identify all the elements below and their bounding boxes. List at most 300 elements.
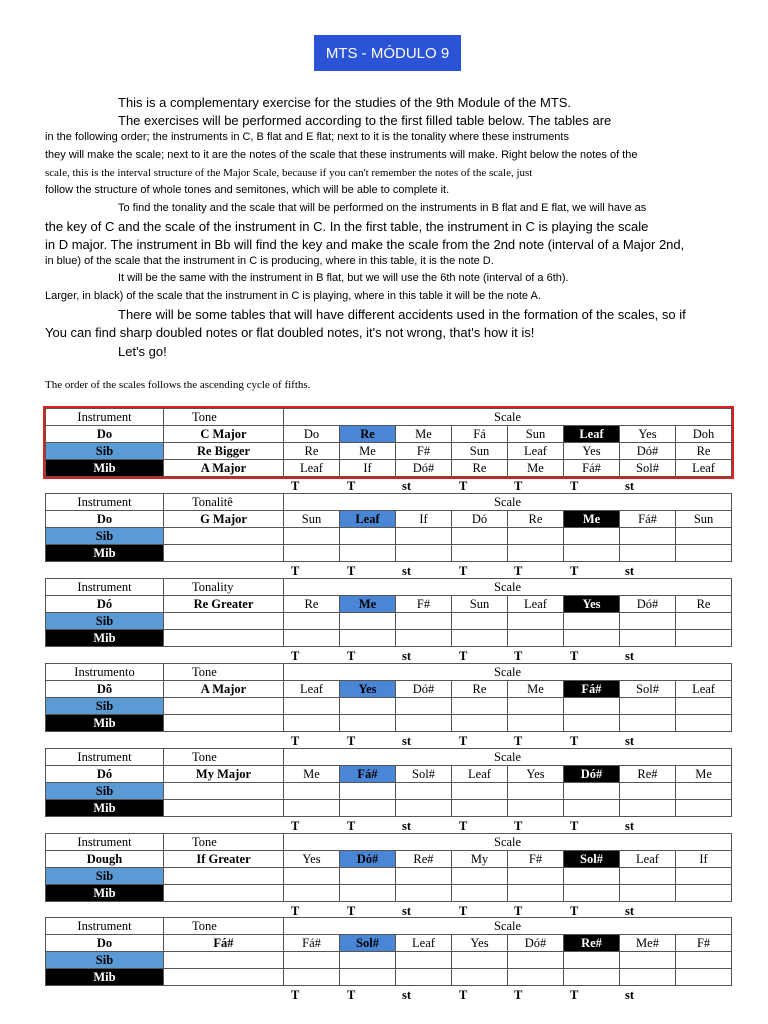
header-scale: Scale xyxy=(284,494,732,511)
scale-table xyxy=(45,917,732,986)
note-cell[interactable] xyxy=(564,528,620,545)
note-cell[interactable]: Re xyxy=(452,460,508,477)
note-cell: Do xyxy=(284,426,340,443)
table-row xyxy=(46,935,732,952)
note-cell: Sun xyxy=(508,426,564,443)
note-cell[interactable] xyxy=(620,885,676,902)
note-cell: Yes xyxy=(452,935,508,952)
note-cell[interactable] xyxy=(396,952,452,969)
note-cell[interactable] xyxy=(620,528,676,545)
table-header-row xyxy=(46,579,732,596)
note-cell: Leaf xyxy=(676,681,732,698)
note-cell[interactable] xyxy=(340,868,396,885)
table-row xyxy=(46,969,732,986)
note-cell[interactable] xyxy=(676,783,732,800)
instrument-cell: Mib xyxy=(46,800,164,817)
header-scale: Scale xyxy=(284,409,732,426)
table-header-row xyxy=(46,834,732,851)
instrument-cell: Sib xyxy=(46,698,164,715)
note-cell: Re xyxy=(340,426,396,443)
interval-mark: T xyxy=(347,819,356,833)
note-cell[interactable]: Re xyxy=(284,443,340,460)
tone-cell: Re Greater xyxy=(164,596,284,613)
note-cell[interactable] xyxy=(452,528,508,545)
note-cell[interactable] xyxy=(564,613,620,630)
intro-line: scale, this is the interval structure of the Major Scale, because if you can't remember the notes of the scale, just xyxy=(45,167,533,179)
note-cell: Dó# xyxy=(340,851,396,868)
interval-mark: T xyxy=(514,734,523,748)
note-cell[interactable] xyxy=(676,868,732,885)
note-cell: Re# xyxy=(620,766,676,783)
note-cell[interactable]: If xyxy=(340,460,396,477)
interval-mark: T xyxy=(347,904,356,918)
tone-cell[interactable] xyxy=(164,698,284,715)
interval-mark: T xyxy=(514,649,523,663)
note-cell[interactable] xyxy=(284,630,340,647)
note-cell[interactable] xyxy=(564,885,620,902)
tone-cell[interactable] xyxy=(164,715,284,732)
note-cell[interactable] xyxy=(452,613,508,630)
note-cell[interactable] xyxy=(564,969,620,986)
note-cell[interactable] xyxy=(676,952,732,969)
note-cell: Leaf xyxy=(564,426,620,443)
instrument-cell: Mib xyxy=(46,460,164,477)
table-row xyxy=(46,766,732,783)
header-scale: Scale xyxy=(284,664,732,681)
note-cell[interactable] xyxy=(564,630,620,647)
note-cell[interactable]: Leaf xyxy=(284,460,340,477)
note-cell: Yes xyxy=(620,426,676,443)
note-cell: Sun xyxy=(676,511,732,528)
note-cell[interactable]: Fá# xyxy=(564,460,620,477)
interval-mark: st xyxy=(402,988,412,1002)
note-cell[interactable] xyxy=(676,969,732,986)
note-cell: Re xyxy=(508,511,564,528)
note-cell[interactable] xyxy=(676,528,732,545)
interval-mark: st xyxy=(625,649,635,663)
note-cell[interactable] xyxy=(620,969,676,986)
interval-mark: T xyxy=(570,819,579,833)
interval-structure xyxy=(45,904,731,918)
interval-mark: st xyxy=(625,904,635,918)
note-cell[interactable]: Sun xyxy=(452,443,508,460)
interval-structure xyxy=(45,649,731,663)
header-scale: Scale xyxy=(284,579,732,596)
note-cell[interactable] xyxy=(452,545,508,562)
note-cell[interactable] xyxy=(452,698,508,715)
header-scale: Scale xyxy=(284,749,732,766)
table-row xyxy=(46,613,732,630)
tone-cell[interactable]: A Major xyxy=(164,460,284,477)
interval-mark: T xyxy=(514,819,523,833)
instrument-cell: Dó xyxy=(46,766,164,783)
note-cell[interactable] xyxy=(452,969,508,986)
note-cell[interactable] xyxy=(452,952,508,969)
note-cell: Re xyxy=(452,681,508,698)
note-cell[interactable]: Dó# xyxy=(396,460,452,477)
interval-mark: T xyxy=(570,988,579,1002)
tone-cell[interactable] xyxy=(164,969,284,986)
interval-structure xyxy=(45,479,731,493)
note-cell[interactable] xyxy=(340,783,396,800)
note-cell: Sol# xyxy=(396,766,452,783)
interval-mark: T xyxy=(570,649,579,663)
note-cell: Dó# xyxy=(396,681,452,698)
note-cell[interactable] xyxy=(676,698,732,715)
table-row xyxy=(46,698,732,715)
instrument-cell: Sib xyxy=(46,783,164,800)
note-cell[interactable] xyxy=(284,952,340,969)
table-header-row xyxy=(46,494,732,511)
note-cell[interactable] xyxy=(620,783,676,800)
note-cell[interactable]: Me xyxy=(508,460,564,477)
note-cell[interactable] xyxy=(340,952,396,969)
note-cell: Leaf xyxy=(340,511,396,528)
note-cell: Re# xyxy=(396,851,452,868)
note-cell: Re# xyxy=(564,935,620,952)
note-cell: Me xyxy=(508,681,564,698)
table-row xyxy=(46,426,732,443)
scale-table xyxy=(45,408,732,477)
tone-cell[interactable] xyxy=(164,630,284,647)
note-cell[interactable] xyxy=(340,698,396,715)
note-cell: Me xyxy=(396,426,452,443)
table-row xyxy=(46,460,732,477)
note-cell[interactable] xyxy=(396,969,452,986)
note-cell: My xyxy=(452,851,508,868)
instrument-cell: Mib xyxy=(46,969,164,986)
scale-table xyxy=(45,493,732,562)
note-cell: Leaf xyxy=(508,596,564,613)
tone-cell[interactable] xyxy=(164,545,284,562)
instrument-cell: Dõ xyxy=(46,681,164,698)
note-cell[interactable] xyxy=(396,545,452,562)
note-cell[interactable]: Dó# xyxy=(620,443,676,460)
note-cell[interactable] xyxy=(508,715,564,732)
note-cell[interactable] xyxy=(620,868,676,885)
intro-line: There will be some tables that will have different accidents used in the formation of the scales, so if xyxy=(118,307,686,322)
header-instrument: Instrument xyxy=(46,749,164,766)
note-cell[interactable] xyxy=(396,783,452,800)
interval-mark: T xyxy=(570,564,579,578)
table-row xyxy=(46,596,732,613)
note-cell[interactable] xyxy=(620,952,676,969)
note-cell[interactable] xyxy=(676,630,732,647)
note-cell[interactable] xyxy=(564,545,620,562)
note-cell: F# xyxy=(676,935,732,952)
note-cell[interactable] xyxy=(508,630,564,647)
note-cell[interactable] xyxy=(620,715,676,732)
note-cell: Fá# xyxy=(564,681,620,698)
interval-mark: st xyxy=(402,904,412,918)
note-cell: Fá# xyxy=(340,766,396,783)
interval-mark: st xyxy=(402,564,412,578)
note-cell[interactable] xyxy=(284,715,340,732)
interval-mark: T xyxy=(291,564,300,578)
note-cell[interactable] xyxy=(620,545,676,562)
note-cell: F# xyxy=(508,851,564,868)
header-scale: Scale xyxy=(284,834,732,851)
note-cell[interactable] xyxy=(284,545,340,562)
tone-cell: A Major xyxy=(164,681,284,698)
instrument-cell: Sib xyxy=(46,443,164,460)
header-instrument: Instrumento xyxy=(46,664,164,681)
note-cell[interactable] xyxy=(564,800,620,817)
instrument-cell: Do xyxy=(46,935,164,952)
note-cell: Me xyxy=(564,511,620,528)
intro-line: This is a complementary exercise for the studies of the 9th Module of the MTS. xyxy=(118,95,572,110)
note-cell[interactable] xyxy=(284,528,340,545)
note-cell[interactable]: Leaf xyxy=(676,460,732,477)
note-cell[interactable] xyxy=(452,868,508,885)
note-cell[interactable] xyxy=(564,952,620,969)
note-cell[interactable] xyxy=(340,630,396,647)
note-cell: Dó# xyxy=(508,935,564,952)
table-header-row xyxy=(46,918,732,935)
note-cell: Dó# xyxy=(564,766,620,783)
table-row xyxy=(46,952,732,969)
note-cell[interactable] xyxy=(508,868,564,885)
note-cell: Re xyxy=(284,596,340,613)
intro-line: Let's go! xyxy=(118,344,167,359)
note-cell[interactable] xyxy=(284,885,340,902)
note-cell[interactable] xyxy=(508,969,564,986)
interval-mark: st xyxy=(402,819,412,833)
interval-mark: T xyxy=(347,988,356,1002)
note-cell[interactable] xyxy=(340,545,396,562)
note-cell[interactable] xyxy=(396,698,452,715)
note-cell[interactable] xyxy=(676,885,732,902)
note-cell[interactable]: Leaf xyxy=(508,443,564,460)
scale-table xyxy=(45,663,732,732)
intro-line: in the following order; the instruments in C, B flat and E flat; next to it is the tonality where these instruments xyxy=(45,131,569,143)
note-cell[interactable]: Me xyxy=(340,443,396,460)
header-instrument: Instrument xyxy=(46,918,164,935)
note-cell[interactable] xyxy=(676,800,732,817)
note-cell: Yes xyxy=(508,766,564,783)
interval-mark: T xyxy=(459,649,468,663)
interval-structure xyxy=(45,564,731,578)
note-cell[interactable] xyxy=(452,783,508,800)
header-instrument: Instrument xyxy=(46,834,164,851)
note-cell[interactable] xyxy=(508,528,564,545)
intro-line: follow the structure of whole tones and semitones, which will be able to complete it. xyxy=(45,184,450,196)
interval-mark: T xyxy=(514,904,523,918)
header-tone: Tonality xyxy=(164,579,284,596)
intro-line: The exercises will be performed according to the first filled table below. The tables are xyxy=(118,113,612,128)
intro-line: they will make the scale; next to it are the notes of the scale that these instruments will make. Right below the notes of the xyxy=(45,149,638,161)
note-cell[interactable] xyxy=(284,783,340,800)
note-cell[interactable] xyxy=(284,868,340,885)
note-cell[interactable] xyxy=(396,630,452,647)
note-cell[interactable] xyxy=(676,545,732,562)
note-cell[interactable] xyxy=(396,528,452,545)
note-cell[interactable] xyxy=(508,800,564,817)
interval-mark: st xyxy=(625,479,635,493)
interval-mark: T xyxy=(514,564,523,578)
tone-cell[interactable]: Re Bigger xyxy=(164,443,284,460)
note-cell: Fá xyxy=(452,426,508,443)
header-tone: Tone xyxy=(164,664,284,681)
note-cell[interactable] xyxy=(620,800,676,817)
interval-mark: T xyxy=(347,649,356,663)
note-cell[interactable] xyxy=(452,715,508,732)
note-cell: Re xyxy=(676,596,732,613)
note-cell[interactable] xyxy=(396,800,452,817)
table-row xyxy=(46,800,732,817)
note-cell[interactable] xyxy=(452,630,508,647)
note-cell[interactable] xyxy=(396,613,452,630)
interval-mark: T xyxy=(514,988,523,1002)
order-note: The order of the scales follows the ascending cycle of fifths. xyxy=(45,379,311,391)
interval-mark: T xyxy=(291,649,300,663)
header-tone: Tone xyxy=(164,834,284,851)
note-cell[interactable] xyxy=(340,613,396,630)
instrument-cell: Do xyxy=(46,426,164,443)
tone-cell: C Major xyxy=(164,426,284,443)
note-cell[interactable] xyxy=(396,885,452,902)
interval-mark: T xyxy=(291,819,300,833)
table-header-row xyxy=(46,409,732,426)
note-cell: Yes xyxy=(284,851,340,868)
note-cell: Leaf xyxy=(284,681,340,698)
intro-line: You can find sharp doubled notes or flat doubled notes, it's not wrong, that's how it is! xyxy=(45,325,535,340)
interval-mark: T xyxy=(570,734,579,748)
header-tone: Tone xyxy=(164,409,284,426)
note-cell[interactable] xyxy=(340,885,396,902)
table-row xyxy=(46,885,732,902)
note-cell[interactable] xyxy=(284,613,340,630)
table-row xyxy=(46,630,732,647)
interval-mark: T xyxy=(459,819,468,833)
note-cell[interactable] xyxy=(620,613,676,630)
note-cell[interactable] xyxy=(508,545,564,562)
note-cell: Dó xyxy=(452,511,508,528)
header-tone: Tone xyxy=(164,749,284,766)
table-row xyxy=(46,851,732,868)
tone-cell: G Major xyxy=(164,511,284,528)
instrument-cell: Sib xyxy=(46,868,164,885)
header-instrument: Instrument xyxy=(46,494,164,511)
interval-mark: T xyxy=(514,479,523,493)
note-cell[interactable] xyxy=(284,969,340,986)
interval-mark: st xyxy=(625,564,635,578)
instrument-cell: Sib xyxy=(46,613,164,630)
note-cell: Sun xyxy=(284,511,340,528)
header-instrument: Instrument xyxy=(46,409,164,426)
note-cell[interactable] xyxy=(564,868,620,885)
note-cell[interactable] xyxy=(564,698,620,715)
instrument-cell: Sib xyxy=(46,528,164,545)
tone-cell: My Major xyxy=(164,766,284,783)
note-cell[interactable] xyxy=(340,969,396,986)
note-cell: F# xyxy=(396,596,452,613)
note-cell[interactable] xyxy=(508,783,564,800)
interval-mark: T xyxy=(291,479,300,493)
note-cell: Leaf xyxy=(620,851,676,868)
note-cell: Sol# xyxy=(620,681,676,698)
instrument-cell: Mib xyxy=(46,630,164,647)
tone-cell[interactable] xyxy=(164,783,284,800)
header-tone: Tonalitê xyxy=(164,494,284,511)
note-cell[interactable] xyxy=(340,528,396,545)
note-cell[interactable] xyxy=(620,630,676,647)
note-cell[interactable] xyxy=(284,800,340,817)
note-cell[interactable] xyxy=(508,698,564,715)
tone-cell[interactable] xyxy=(164,613,284,630)
interval-mark: T xyxy=(459,564,468,578)
table-row xyxy=(46,783,732,800)
header-tone: Tone xyxy=(164,918,284,935)
interval-mark: T xyxy=(459,479,468,493)
intro-line: in D major. The instrument in Bb will find the key and make the scale from the 2nd note (interval of a Major 2nd, xyxy=(45,237,685,252)
tone-cell[interactable] xyxy=(164,800,284,817)
note-cell[interactable]: Re xyxy=(676,443,732,460)
interval-mark: T xyxy=(347,734,356,748)
note-cell: Fá# xyxy=(284,935,340,952)
tone-cell: Fá# xyxy=(164,935,284,952)
table-row xyxy=(46,868,732,885)
interval-mark: T xyxy=(570,904,579,918)
note-cell[interactable] xyxy=(676,613,732,630)
interval-mark: T xyxy=(291,734,300,748)
intro-line: Larger, in black) of the scale that the instrument in C is playing, where in this table it will be the note A. xyxy=(45,290,541,302)
note-cell: If xyxy=(396,511,452,528)
header-instrument: Instrument xyxy=(46,579,164,596)
intro-line: To find the tonality and the scale that will be performed on the instruments in B flat and E flat, we will have as xyxy=(118,202,647,214)
tone-cell[interactable] xyxy=(164,885,284,902)
instrument-cell: Dó xyxy=(46,596,164,613)
note-cell[interactable] xyxy=(508,952,564,969)
note-cell[interactable] xyxy=(340,715,396,732)
interval-mark: T xyxy=(291,904,300,918)
note-cell[interactable] xyxy=(508,613,564,630)
note-cell[interactable] xyxy=(620,698,676,715)
note-cell[interactable] xyxy=(340,800,396,817)
note-cell[interactable] xyxy=(452,885,508,902)
note-cell[interactable] xyxy=(564,783,620,800)
interval-mark: T xyxy=(347,564,356,578)
interval-mark: T xyxy=(347,479,356,493)
note-cell[interactable] xyxy=(452,800,508,817)
tone-cell[interactable] xyxy=(164,868,284,885)
note-cell[interactable] xyxy=(508,885,564,902)
note-cell[interactable] xyxy=(396,868,452,885)
note-cell: Sol# xyxy=(340,935,396,952)
note-cell: Yes xyxy=(564,596,620,613)
tone-cell[interactable] xyxy=(164,528,284,545)
interval-mark: T xyxy=(291,988,300,1002)
note-cell[interactable] xyxy=(396,715,452,732)
note-cell[interactable] xyxy=(284,698,340,715)
interval-mark: T xyxy=(459,904,468,918)
scale-table xyxy=(45,748,732,817)
note-cell: Dó# xyxy=(620,596,676,613)
tone-cell[interactable] xyxy=(164,952,284,969)
interval-mark: st xyxy=(625,819,635,833)
note-cell[interactable]: F# xyxy=(396,443,452,460)
note-cell[interactable] xyxy=(676,715,732,732)
note-cell[interactable]: Sol# xyxy=(620,460,676,477)
note-cell: Me xyxy=(284,766,340,783)
note-cell[interactable]: Yes xyxy=(564,443,620,460)
instrument-cell: Mib xyxy=(46,545,164,562)
table-row xyxy=(46,715,732,732)
note-cell[interactable] xyxy=(564,715,620,732)
instrument-cell: Do xyxy=(46,511,164,528)
interval-mark: T xyxy=(570,479,579,493)
interval-structure xyxy=(45,734,731,748)
